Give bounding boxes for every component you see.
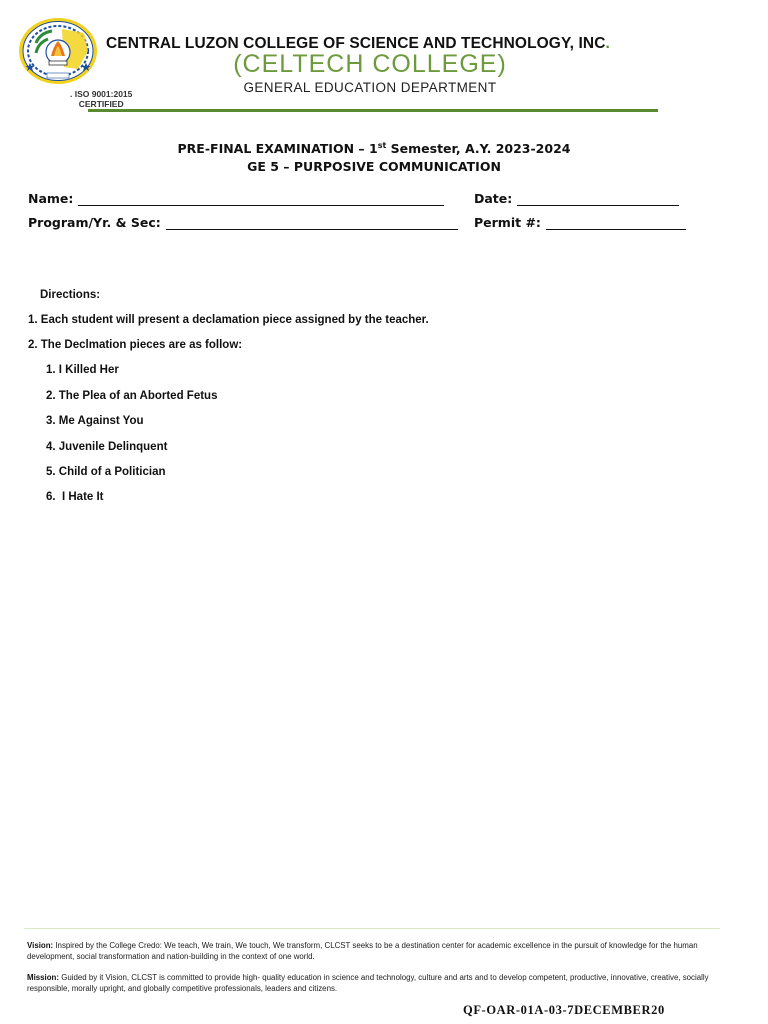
name-input-line[interactable] [78,193,444,206]
department-name: GENERAL EDUCATION DEPARTMENT [243,80,497,95]
header-divider [88,109,658,112]
date-field[interactable] [474,191,679,206]
permit-label: Permit #: [474,215,541,230]
program-label: Program/Yr. & Sec: [28,215,161,230]
form-code: QF-OAR-01A-03-7DECEMBER20 [463,1003,665,1017]
institution-name-suffix: . [605,35,610,52]
exam-title [0,141,748,156]
vision-statement [27,940,723,962]
name-label: Name: [28,191,74,206]
exam-title-prefix: PRE-FINAL EXAMINATION – 1 [177,141,378,157]
exam-title-suffix: Semester, A.Y. 2023-2024 [386,141,571,157]
name-field[interactable] [28,191,444,206]
direction-item: 1. Each student will present a declamation piece assigned by the teacher. [28,314,429,326]
vision-label: Vision: [27,941,54,950]
mission-statement [27,972,723,994]
date-input-line[interactable] [517,193,679,206]
footer-divider [24,928,720,929]
institution-name-text: CENTRAL LUZON COLLEGE OF SCIENCE AND TECHNOLOGY, INC [106,35,606,52]
program-field[interactable] [28,215,458,230]
declamation-piece: 3. Me Against You [46,415,144,427]
declamation-piece: 1. I Killed Her [46,364,119,376]
exam-subject: GE 5 – PURPOSIVE COMMUNICATION [247,159,501,174]
directions-heading: Directions: [40,289,101,301]
college-name [0,50,740,79]
direction-item: 2. The Declmation pieces are as follow: [28,339,243,351]
declamation-piece: 2. The Plea of an Aborted Fetus [46,390,218,402]
declamation-piece: 5. Child of a Politician [46,466,166,478]
vision-text: Inspired by the College Credo: We teach, We train, We touch, We transform, CLCST seeks to be a destination center for academic excellence in the pursuit of knowledge for the human development, social transformation and nation-building in the context of one world. [27,941,698,961]
declamation-piece: 4. Juvenile Delinquent [46,441,168,453]
iso-certified-label: CERTIFIED [78,99,124,109]
mission-text: Guided by it Vision, CLCST is committed to provide high- quality education in science and technology, culture and arts and to develop competent, productive, innovative, creative, socially responsible, morally upright, and globally competitive professionals, leaders and citizens. [27,973,709,993]
date-label: Date: [474,191,513,206]
permit-field[interactable] [474,215,686,230]
iso-certification [70,89,132,109]
declamation-piece: 6. I Hate It [46,491,104,503]
program-input-line[interactable] [166,217,458,230]
permit-input-line[interactable] [546,217,686,230]
mission-label: Mission: [27,973,60,982]
iso-standard: . ISO 9001:2015 [70,89,133,99]
college-name-text: (CELTECH COLLEGE) [233,50,507,78]
exam-title-ordinal: st [377,141,387,150]
